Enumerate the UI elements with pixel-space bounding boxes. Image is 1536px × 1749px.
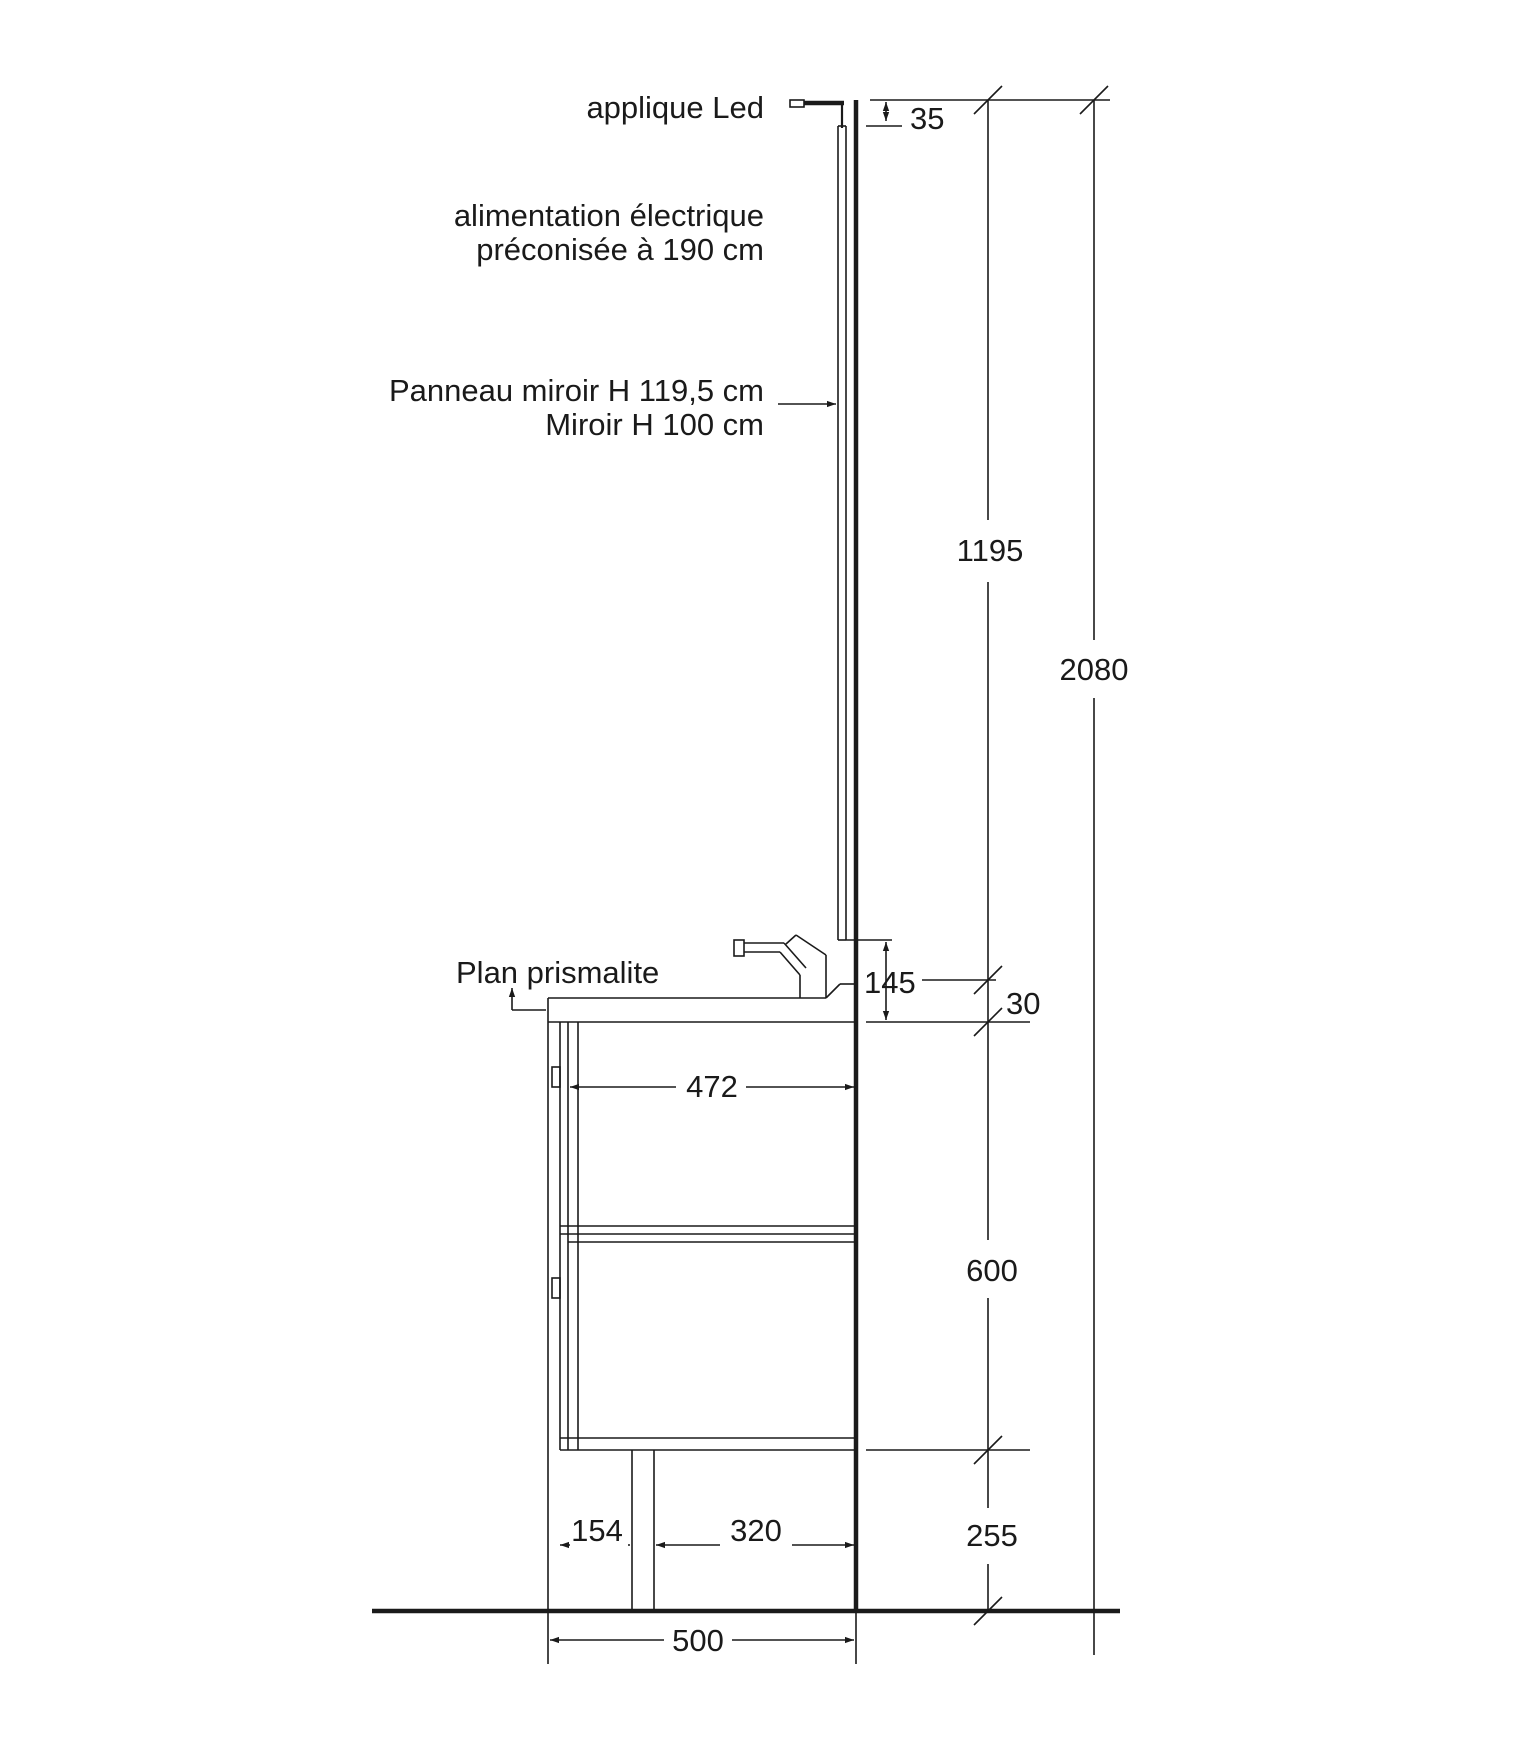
faucet [734, 935, 826, 998]
dim-lamp-35: 35 [910, 101, 945, 136]
dim-top-30: 30 [1006, 986, 1041, 1021]
dim-mirror-1195: 1195 [956, 533, 1024, 568]
led-lamp [790, 100, 844, 128]
drawer-handle-top [552, 1067, 560, 1087]
dim-cabinet-600: 600 [966, 1253, 1018, 1288]
power-supply-label-line1: alimentation électrique [453, 198, 764, 233]
dim-leg-wall-320: 320 [730, 1513, 782, 1548]
mirror-panel-label-line2: Miroir H 100 cm [545, 407, 764, 442]
mirror-panel [838, 126, 846, 940]
dim-overall-500: 500 [672, 1623, 724, 1658]
countertop-label: Plan prismalite [456, 955, 660, 990]
cabinet-leg [632, 1450, 654, 1611]
mirror-panel-label-line1: Panneau miroir H 119,5 cm [388, 373, 764, 408]
dim-splash-145: 145 [864, 965, 916, 1000]
led-lamp-label: applique Led [586, 90, 764, 125]
dim-total-2080: 2080 [1059, 652, 1129, 687]
power-supply-label-line2: préconisée à 190 cm [476, 232, 764, 267]
drawer-handle-bottom [552, 1278, 560, 1298]
dim-legs-255: 255 [966, 1518, 1018, 1553]
dim-front-154: 154 [571, 1513, 623, 1548]
dimension-lines [512, 86, 1110, 1664]
dim-drawer-472: 472 [686, 1069, 738, 1104]
